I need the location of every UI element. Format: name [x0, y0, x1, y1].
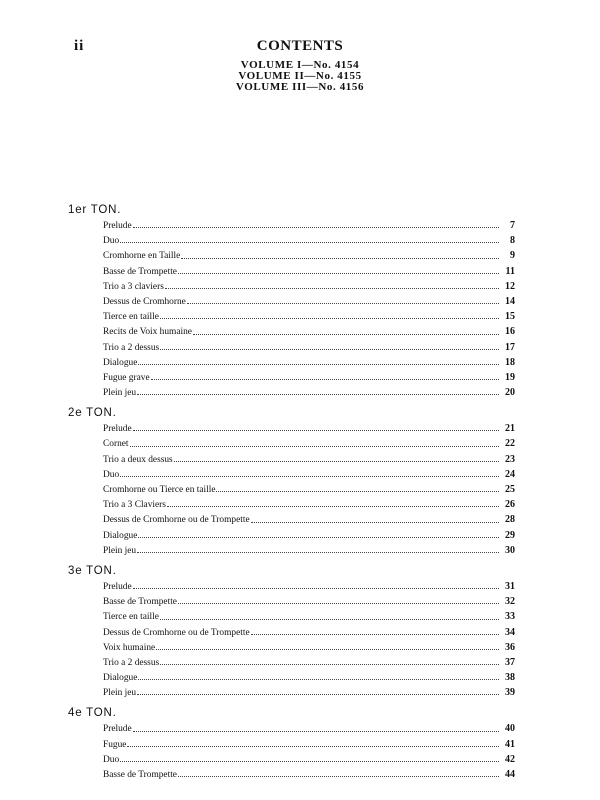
entry-title: Duo: [103, 469, 120, 480]
section-heading: 2e TON.: [68, 407, 117, 420]
dot-leader: [165, 288, 499, 289]
entry-page-number: 23: [505, 453, 515, 465]
entry-page-number: 15: [505, 311, 515, 323]
toc-entry: [103, 436, 515, 451]
entry-title: Dialogue: [103, 530, 138, 541]
toc-entry: [103, 355, 515, 370]
dot-leader: [130, 446, 499, 447]
entry-list: [103, 218, 515, 400]
entry-title: Dialogue: [103, 673, 138, 684]
toc-entry: [103, 370, 515, 385]
volume-line: VOLUME II—No. 4155: [238, 70, 362, 82]
entry-page-number: 11: [505, 265, 515, 277]
entry-title: Prelude: [103, 424, 132, 435]
entry-title: Dialogue: [103, 357, 138, 368]
entry-title: Dessus de Cromhorne ou de Trompette: [103, 515, 250, 526]
entry-title: Prelude: [103, 221, 132, 231]
section-heading: 3e TON.: [68, 564, 117, 577]
dot-leader: [133, 588, 499, 589]
toc-section: [66, 203, 516, 400]
volume-line: VOLUME I—No. 4154: [240, 59, 360, 71]
entry-page-number: 29: [505, 529, 515, 541]
entry-title: Basse de Trompette: [103, 597, 177, 608]
entry-page-number: 28: [505, 514, 515, 526]
dot-leader: [156, 649, 499, 650]
dot-leader: [178, 273, 499, 274]
entry-title: Trio a 3 claviers: [103, 281, 164, 292]
dot-leader: [120, 242, 499, 243]
entry-title: Fugue grave: [103, 372, 150, 383]
toc-entry: [103, 528, 515, 543]
toc-section: [66, 706, 516, 782]
toc-entry: [103, 579, 515, 594]
entry-page-number: 22: [505, 438, 515, 450]
entry-page-number: 26: [505, 499, 515, 511]
entry-title: Cromhorne en Taille: [103, 251, 181, 262]
entry-page-number: 16: [505, 326, 515, 338]
dot-leader: [160, 619, 499, 620]
toc-entry: [103, 482, 515, 497]
entry-title: Dessus de Cromhorne ou de Trompette: [103, 627, 250, 638]
entry-page-number: 17: [505, 341, 515, 353]
entry-title: Plein jeu: [103, 545, 137, 556]
entry-page-number: 34: [505, 626, 515, 638]
entry-page-number: 37: [505, 656, 515, 668]
toc-entry: [103, 497, 515, 512]
entry-page-number: 25: [505, 484, 515, 495]
entry-page-number: 36: [505, 641, 515, 653]
dot-leader: [216, 491, 499, 492]
page-number: ii: [74, 38, 85, 54]
section-heading: 1er TON.: [68, 204, 122, 216]
page-title: CONTENTS: [256, 38, 344, 54]
toc-entry: [103, 609, 515, 624]
dot-leader: [127, 746, 499, 747]
entry-list: [103, 579, 515, 701]
entry-title: Dessus de Cromhorne: [103, 296, 186, 307]
toc-entry: [103, 737, 515, 752]
entry-title: Tierce en taille: [103, 612, 159, 623]
toc-entry: [103, 421, 515, 436]
dot-leader: [138, 364, 499, 365]
toc-entry: [103, 279, 515, 294]
dot-leader: [151, 379, 499, 380]
entry-page-number: 41: [505, 738, 515, 750]
toc-section: [66, 406, 516, 558]
entry-page-number: 14: [505, 295, 515, 307]
dot-leader: [174, 461, 499, 462]
entry-page-number: 32: [505, 596, 515, 608]
entry-page-number: 18: [505, 356, 515, 368]
dot-leader: [178, 776, 499, 777]
toc-entry: [103, 543, 515, 558]
entry-page-number: 8: [510, 235, 515, 247]
entry-title: Prelude: [103, 724, 132, 735]
dot-leader: [160, 318, 499, 319]
entry-title: Recits de Voix humaine: [103, 327, 192, 338]
entry-title: Tierce en taille: [103, 312, 159, 323]
toc-entry: [103, 767, 515, 782]
entry-page-number: 19: [505, 371, 515, 383]
entry-page-number: 42: [505, 753, 515, 765]
entry-page-number: 44: [505, 769, 515, 780]
table-of-contents: [66, 203, 516, 782]
entry-page-number: 9: [510, 250, 515, 262]
dot-leader: [133, 227, 499, 228]
toc-entry: [103, 625, 515, 640]
toc-entry: [103, 294, 515, 309]
entry-page-number: 39: [505, 687, 515, 699]
toc-entry: [103, 655, 515, 670]
entry-title: Cornet: [103, 439, 129, 450]
toc-entry: [103, 248, 515, 263]
toc-entry: [103, 685, 515, 700]
entry-page-number: 31: [505, 580, 515, 592]
dot-leader: [138, 679, 499, 680]
dot-leader: [137, 394, 499, 395]
toc-entry: [103, 467, 515, 482]
entry-page-number: 12: [505, 280, 515, 292]
entry-page-number: 7: [510, 220, 515, 231]
entry-title: Fugue: [103, 739, 127, 750]
entry-title: Trio a 3 Claviers: [103, 500, 166, 511]
entry-page-number: 33: [505, 611, 515, 623]
entry-title: Trio a 2 dessus: [103, 342, 160, 353]
toc-entry: [103, 264, 515, 279]
toc-entry: [103, 452, 515, 467]
volume-list: [0, 60, 600, 93]
toc-entry: [103, 385, 515, 400]
entry-page-number: 20: [505, 387, 515, 399]
entry-title: Basse de Trompette: [103, 770, 177, 780]
dot-leader: [160, 349, 499, 350]
entry-title: Trio a deux dessus: [103, 454, 173, 465]
entry-title: Plein jeu: [103, 688, 137, 699]
toc-section: [66, 564, 516, 701]
toc-entry: [103, 752, 515, 767]
entry-page-number: 40: [505, 723, 515, 735]
dot-leader: [138, 537, 499, 538]
toc-entry: [103, 640, 515, 655]
entry-title: Trio a 2 dessus: [103, 657, 160, 668]
toc-entry: [103, 324, 515, 339]
dot-leader: [167, 506, 499, 507]
entry-title: Basse de Trompette: [103, 266, 177, 277]
dot-leader: [120, 476, 499, 477]
dot-leader: [160, 664, 499, 665]
dot-leader: [251, 634, 499, 635]
entry-title: Duo: [103, 754, 120, 765]
toc-entry: [103, 594, 515, 609]
toc-entry: [103, 218, 515, 233]
toc-entry: [103, 309, 515, 324]
dot-leader: [251, 522, 499, 523]
dot-leader: [178, 603, 499, 604]
dot-leader: [193, 334, 499, 335]
entry-page-number: 21: [505, 423, 515, 435]
entry-page-number: 38: [505, 672, 515, 684]
volume-line: VOLUME III—No. 4156: [235, 81, 365, 93]
entry-title: Cromhorne ou Tierce en taille: [103, 485, 216, 495]
entry-list: [103, 721, 515, 782]
dot-leader: [133, 430, 499, 431]
toc-entry: [103, 670, 515, 685]
dot-leader: [120, 761, 499, 762]
entry-page-number: 24: [505, 468, 515, 480]
entry-title: Plein jeu: [103, 388, 137, 399]
entry-page-number: 30: [505, 544, 515, 556]
entry-title: Voix humaine: [103, 642, 156, 653]
entry-list: [103, 421, 515, 558]
toc-entry: [103, 721, 515, 736]
entry-title: Duo: [103, 236, 120, 247]
dot-leader: [181, 258, 499, 259]
dot-leader: [137, 694, 499, 695]
toc-entry: [103, 340, 515, 355]
entry-title: Prelude: [103, 581, 132, 592]
toc-entry: [103, 233, 515, 248]
section-heading: 4e TON.: [68, 707, 117, 720]
toc-entry: [103, 512, 515, 527]
dot-leader: [187, 303, 499, 304]
dot-leader: [133, 731, 499, 732]
dot-leader: [137, 552, 499, 553]
